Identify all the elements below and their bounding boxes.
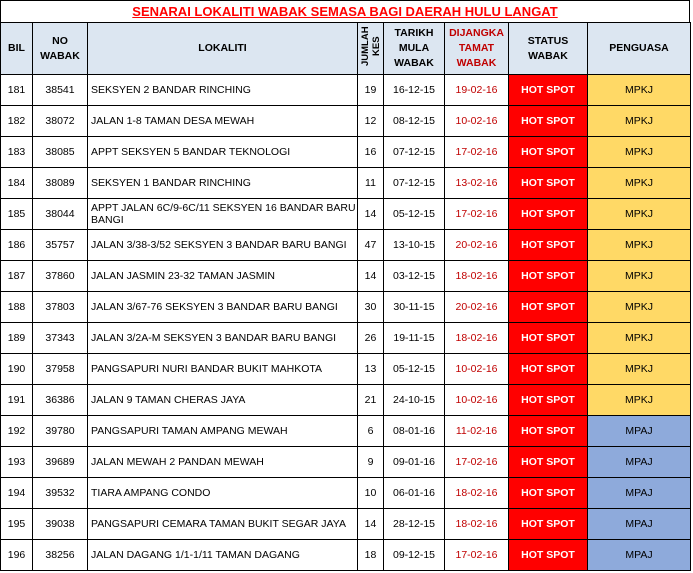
table-row (1, 416, 691, 447)
cell-penguasa: MPKJ (588, 323, 691, 354)
title-row (0, 0, 690, 22)
cell-bil: 189 (1, 323, 33, 354)
cell-no-wabak: 37958 (33, 354, 88, 385)
header-tarikh-mula: TARIKH MULA WABAK (384, 23, 445, 75)
table-row (1, 199, 691, 230)
cell-no-wabak: 38072 (33, 106, 88, 137)
cell-penguasa: MPKJ (588, 354, 691, 385)
cell-jumlah-kes: 16 (358, 137, 384, 168)
cell-bil: 183 (1, 137, 33, 168)
cell-tarikh-mula: 30-11-15 (384, 292, 445, 323)
cell-no-wabak: 38541 (33, 75, 88, 106)
cell-tarikh-mula: 03-12-15 (384, 261, 445, 292)
cell-lokaliti: JALAN 9 TAMAN CHERAS JAYA (88, 385, 358, 416)
cell-lokaliti: JALAN MEWAH 2 PANDAN MEWAH (88, 447, 358, 478)
cell-penguasa: MPKJ (588, 292, 691, 323)
header-jumlah-kes (358, 23, 384, 75)
cell-tarikh-mula: 07-12-15 (384, 137, 445, 168)
cell-no-wabak: 38089 (33, 168, 88, 199)
cell-tarikh-mula: 06-01-16 (384, 478, 445, 509)
page-title: SENARAI LOKALITI WABAK SEMASA BAGI DAERAH HULU LANGAT (132, 4, 558, 19)
cell-jumlah-kes: 30 (358, 292, 384, 323)
cell-bil: 188 (1, 292, 33, 323)
cell-lokaliti: PANGSAPURI NURI BANDAR BUKIT MAHKOTA (88, 354, 358, 385)
cell-dijangka-tamat: 18-02-16 (445, 261, 509, 292)
cell-no-wabak: 39038 (33, 509, 88, 540)
table-row (1, 323, 691, 354)
header-bil: BIL (1, 23, 33, 75)
cell-lokaliti: JALAN JASMIN 23-32 TAMAN JASMIN (88, 261, 358, 292)
cell-jumlah-kes: 13 (358, 354, 384, 385)
cell-dijangka-tamat: 17-02-16 (445, 199, 509, 230)
cell-jumlah-kes: 12 (358, 106, 384, 137)
cell-jumlah-kes: 11 (358, 168, 384, 199)
cell-status: HOT SPOT (509, 478, 588, 509)
cell-tarikh-mula: 24-10-15 (384, 385, 445, 416)
cell-no-wabak: 35757 (33, 230, 88, 261)
cell-lokaliti: APPT JALAN 6C/9-6C/11 SEKSYEN 16 BANDAR BARU BANGI (88, 199, 358, 230)
cell-status: HOT SPOT (509, 230, 588, 261)
cell-dijangka-tamat: 17-02-16 (445, 137, 509, 168)
cell-tarikh-mula: 08-12-15 (384, 106, 445, 137)
cell-bil: 184 (1, 168, 33, 199)
cell-dijangka-tamat: 18-02-16 (445, 478, 509, 509)
cell-tarikh-mula: 07-12-15 (384, 168, 445, 199)
cell-bil: 190 (1, 354, 33, 385)
table-row (1, 509, 691, 540)
table-row (1, 292, 691, 323)
cell-dijangka-tamat: 13-02-16 (445, 168, 509, 199)
cell-no-wabak: 37860 (33, 261, 88, 292)
cell-penguasa: MPAJ (588, 447, 691, 478)
cell-status: HOT SPOT (509, 509, 588, 540)
table-row (1, 354, 691, 385)
cell-tarikh-mula: 09-01-16 (384, 447, 445, 478)
cell-penguasa: MPKJ (588, 385, 691, 416)
cell-tarikh-mula: 09-12-15 (384, 540, 445, 571)
cell-status: HOT SPOT (509, 75, 588, 106)
cell-no-wabak: 39689 (33, 447, 88, 478)
outbreak-table (0, 22, 691, 571)
cell-status: HOT SPOT (509, 168, 588, 199)
cell-bil: 186 (1, 230, 33, 261)
cell-lokaliti: JALAN 1-8 TAMAN DESA MEWAH (88, 106, 358, 137)
cell-dijangka-tamat: 11-02-16 (445, 416, 509, 447)
table-row (1, 230, 691, 261)
cell-bil: 196 (1, 540, 33, 571)
header-status: STATUS WABAK (509, 23, 588, 75)
header-penguasa: PENGUASA (588, 23, 691, 75)
header-lokaliti: LOKALITI (88, 23, 358, 75)
cell-penguasa: MPKJ (588, 168, 691, 199)
cell-no-wabak: 37343 (33, 323, 88, 354)
cell-jumlah-kes: 14 (358, 261, 384, 292)
cell-dijangka-tamat: 20-02-16 (445, 292, 509, 323)
cell-tarikh-mula: 05-12-15 (384, 199, 445, 230)
cell-jumlah-kes: 18 (358, 540, 384, 571)
cell-tarikh-mula: 28-12-15 (384, 509, 445, 540)
cell-bil: 195 (1, 509, 33, 540)
table-row (1, 75, 691, 106)
cell-bil: 182 (1, 106, 33, 137)
cell-penguasa: MPKJ (588, 199, 691, 230)
cell-no-wabak: 39532 (33, 478, 88, 509)
cell-no-wabak: 39780 (33, 416, 88, 447)
table-row (1, 385, 691, 416)
cell-bil: 193 (1, 447, 33, 478)
table-row (1, 168, 691, 199)
cell-jumlah-kes: 21 (358, 385, 384, 416)
cell-lokaliti: PANGSAPURI CEMARA TAMAN BUKIT SEGAR JAYA (88, 509, 358, 540)
cell-lokaliti: JALAN DAGANG 1/1-1/11 TAMAN DAGANG (88, 540, 358, 571)
header-row (1, 23, 691, 75)
cell-jumlah-kes: 6 (358, 416, 384, 447)
cell-status: HOT SPOT (509, 137, 588, 168)
cell-status: HOT SPOT (509, 385, 588, 416)
cell-no-wabak: 38085 (33, 137, 88, 168)
cell-jumlah-kes: 14 (358, 199, 384, 230)
cell-dijangka-tamat: 18-02-16 (445, 509, 509, 540)
cell-dijangka-tamat: 17-02-16 (445, 447, 509, 478)
cell-bil: 187 (1, 261, 33, 292)
cell-status: HOT SPOT (509, 540, 588, 571)
cell-penguasa: MPKJ (588, 106, 691, 137)
header-no-wabak: NO WABAK (33, 23, 88, 75)
cell-bil: 192 (1, 416, 33, 447)
cell-status: HOT SPOT (509, 447, 588, 478)
cell-jumlah-kes: 19 (358, 75, 384, 106)
cell-lokaliti: TIARA AMPANG CONDO (88, 478, 358, 509)
cell-jumlah-kes: 9 (358, 447, 384, 478)
table-row (1, 478, 691, 509)
cell-status: HOT SPOT (509, 354, 588, 385)
cell-penguasa: MPAJ (588, 478, 691, 509)
cell-penguasa: MPKJ (588, 137, 691, 168)
cell-bil: 185 (1, 199, 33, 230)
cell-no-wabak: 38044 (33, 199, 88, 230)
cell-dijangka-tamat: 10-02-16 (445, 385, 509, 416)
table-row (1, 261, 691, 292)
cell-lokaliti: JALAN 3/67-76 SEKSYEN 3 BANDAR BARU BANGI (88, 292, 358, 323)
cell-status: HOT SPOT (509, 323, 588, 354)
cell-status: HOT SPOT (509, 261, 588, 292)
cell-penguasa: MPKJ (588, 75, 691, 106)
cell-tarikh-mula: 05-12-15 (384, 354, 445, 385)
cell-dijangka-tamat: 17-02-16 (445, 540, 509, 571)
cell-dijangka-tamat: 20-02-16 (445, 230, 509, 261)
cell-no-wabak: 36386 (33, 385, 88, 416)
cell-lokaliti: SEKSYEN 2 BANDAR RINCHING (88, 75, 358, 106)
cell-status: HOT SPOT (509, 199, 588, 230)
header-jumlah-kes-text: JUMLAH KES (359, 26, 382, 66)
cell-bil: 181 (1, 75, 33, 106)
table-row (1, 447, 691, 478)
cell-lokaliti: JALAN 3/2A-M SEKSYEN 3 BANDAR BARU BANGI (88, 323, 358, 354)
cell-no-wabak: 38256 (33, 540, 88, 571)
cell-penguasa: MPKJ (588, 230, 691, 261)
cell-lokaliti: SEKSYEN 1 BANDAR RINCHING (88, 168, 358, 199)
cell-dijangka-tamat: 10-02-16 (445, 354, 509, 385)
cell-tarikh-mula: 16-12-15 (384, 75, 445, 106)
cell-penguasa: MPAJ (588, 540, 691, 571)
table-row (1, 106, 691, 137)
cell-penguasa: MPAJ (588, 509, 691, 540)
cell-jumlah-kes: 47 (358, 230, 384, 261)
cell-status: HOT SPOT (509, 292, 588, 323)
cell-dijangka-tamat: 19-02-16 (445, 75, 509, 106)
cell-jumlah-kes: 26 (358, 323, 384, 354)
cell-jumlah-kes: 14 (358, 509, 384, 540)
cell-penguasa: MPKJ (588, 261, 691, 292)
table-row (1, 540, 691, 571)
cell-status: HOT SPOT (509, 416, 588, 447)
cell-dijangka-tamat: 18-02-16 (445, 323, 509, 354)
cell-lokaliti: PANGSAPURI TAMAN AMPANG MEWAH (88, 416, 358, 447)
cell-dijangka-tamat: 10-02-16 (445, 106, 509, 137)
cell-tarikh-mula: 08-01-16 (384, 416, 445, 447)
cell-tarikh-mula: 19-11-15 (384, 323, 445, 354)
cell-status: HOT SPOT (509, 106, 588, 137)
header-dijangka-tamat: DIJANGKA TAMAT WABAK (445, 23, 509, 75)
cell-tarikh-mula: 13-10-15 (384, 230, 445, 261)
cell-no-wabak: 37803 (33, 292, 88, 323)
cell-jumlah-kes: 10 (358, 478, 384, 509)
cell-bil: 191 (1, 385, 33, 416)
cell-bil: 194 (1, 478, 33, 509)
cell-lokaliti: JALAN 3/38-3/52 SEKSYEN 3 BANDAR BARU BANGI (88, 230, 358, 261)
cell-penguasa: MPAJ (588, 416, 691, 447)
cell-lokaliti: APPT SEKSYEN 5 BANDAR TEKNOLOGI (88, 137, 358, 168)
table-row (1, 137, 691, 168)
